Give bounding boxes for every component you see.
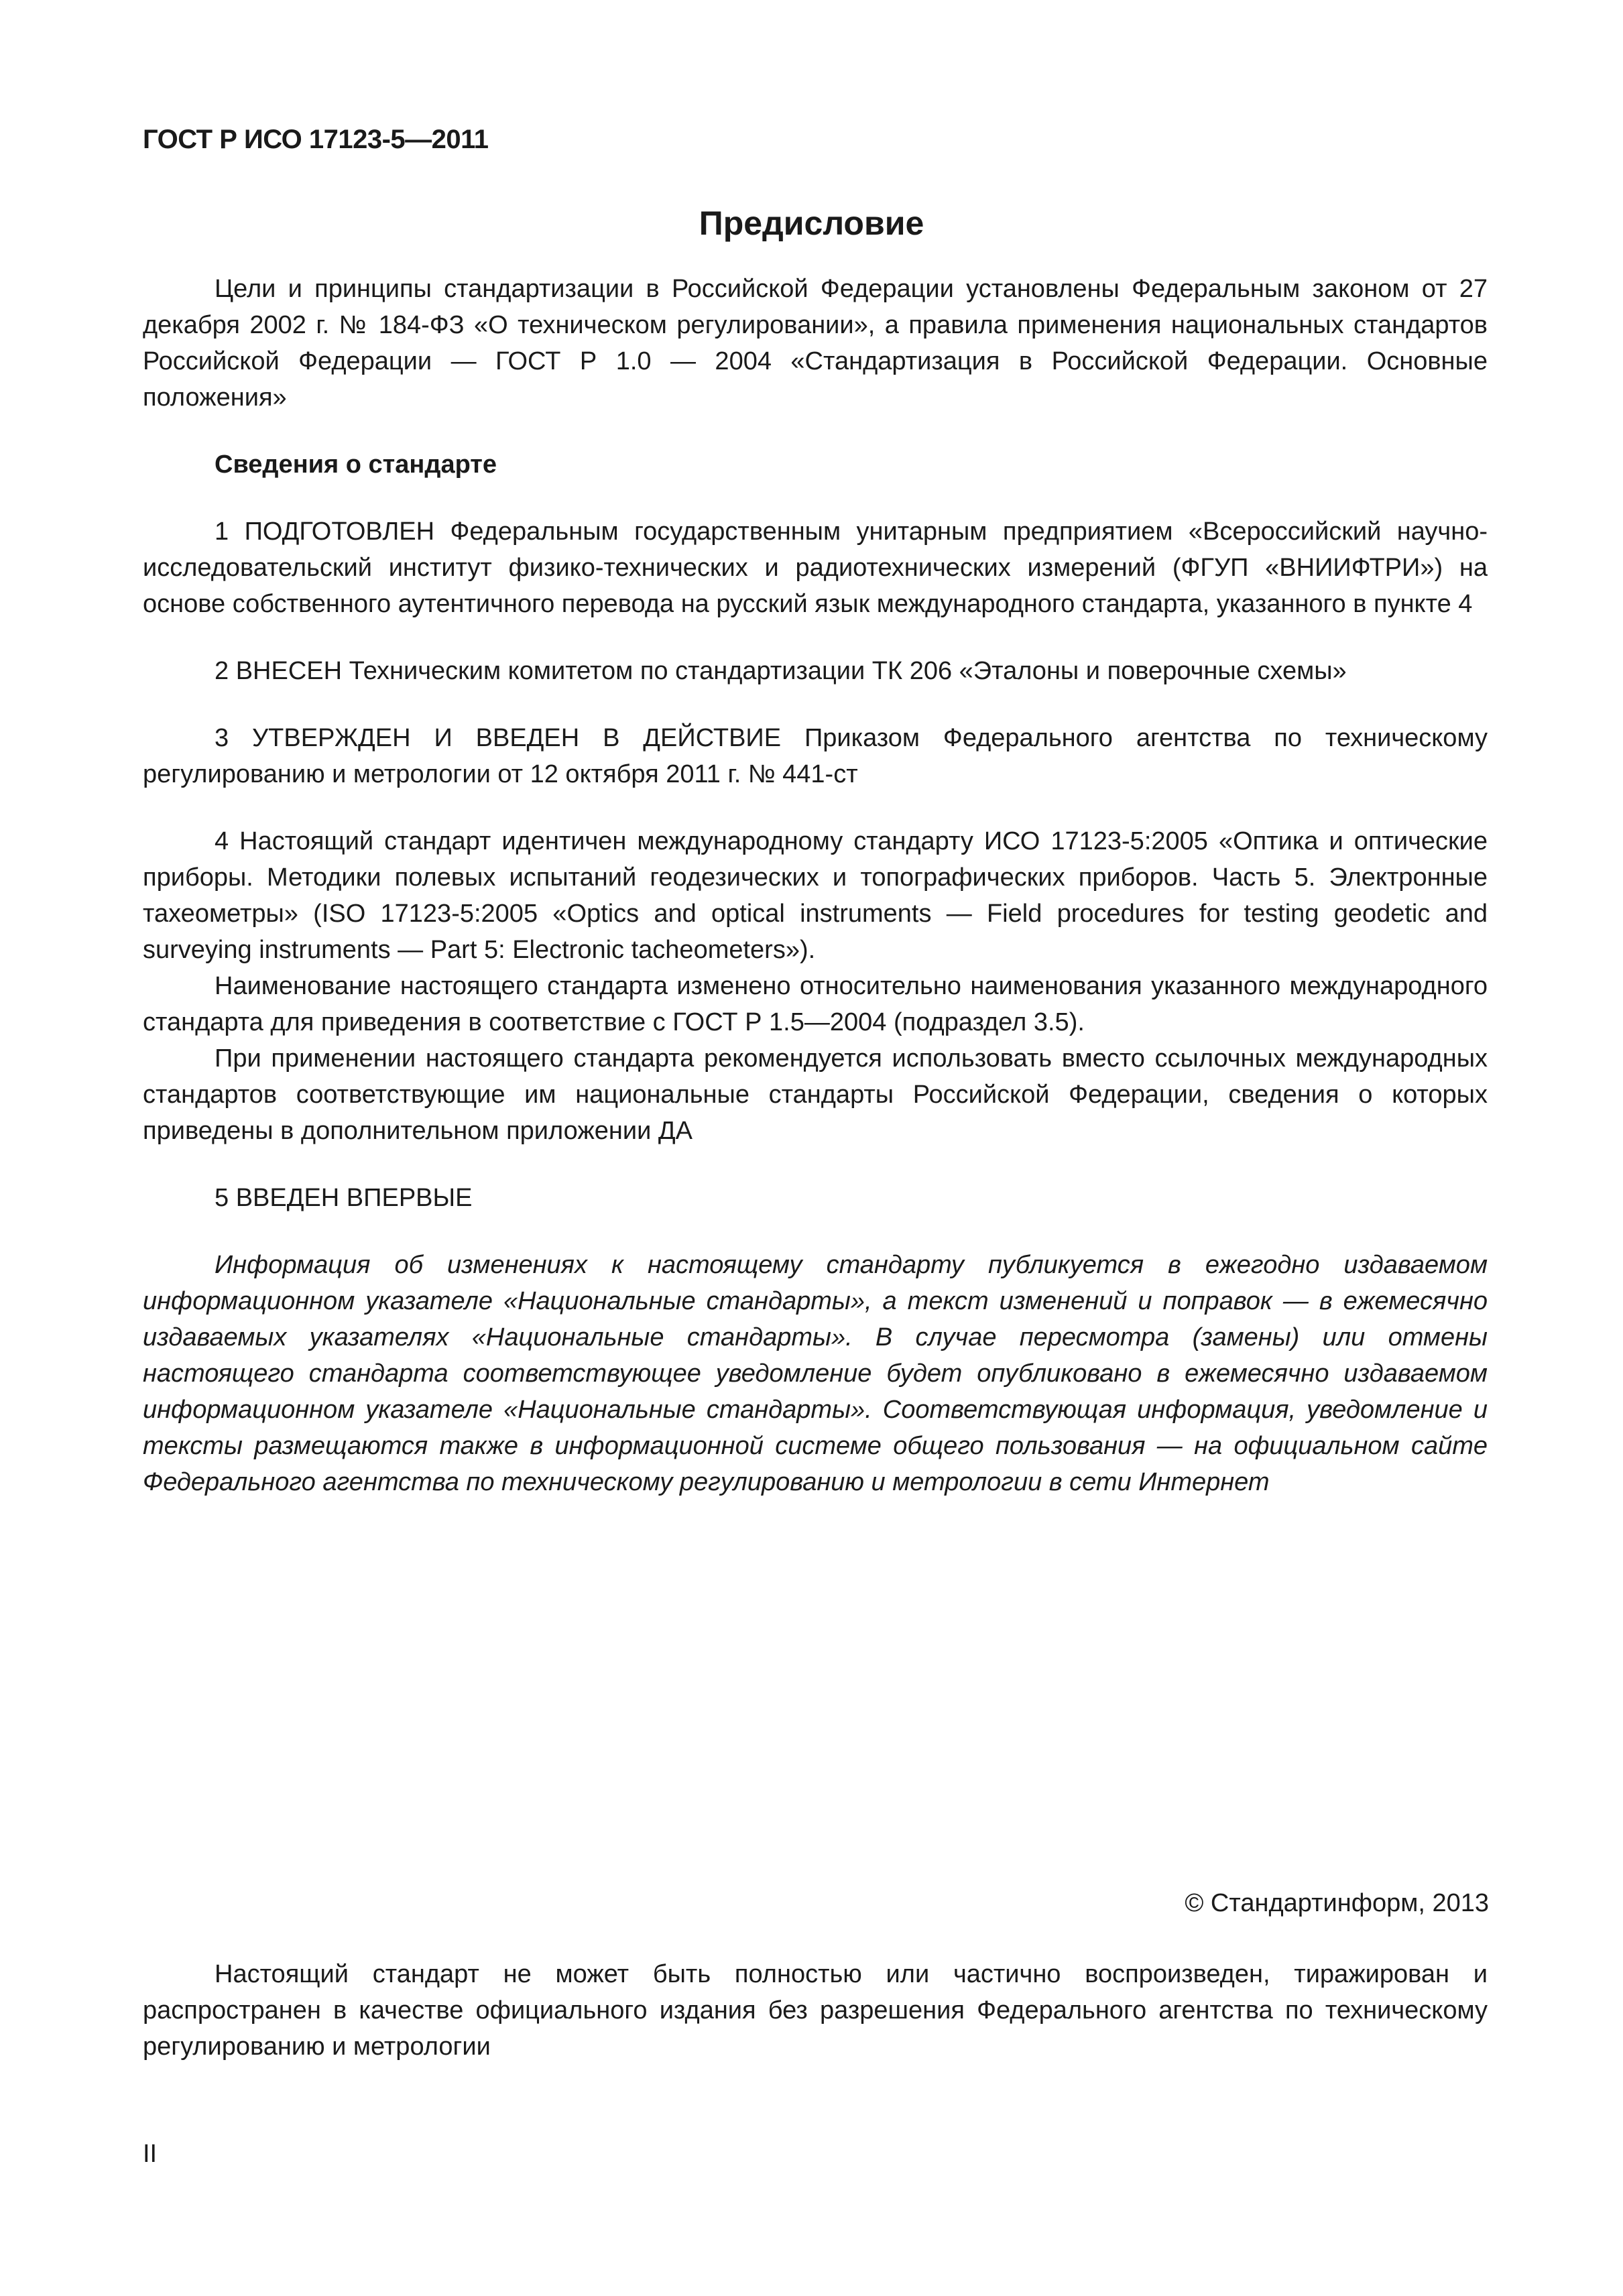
item-3: 3 УТВЕРЖДЕН И ВВЕДЕН В ДЕЙСТВИЕ Приказом Федерального агентства по техническому регулированию и метрологии от 12 октября 2011 г. № 441-ст (143, 724, 1488, 788)
item-2: 2 ВНЕСЕН Техническим комитетом по стандартизации ТК 206 «Эталоны и поверочные схемы» (215, 657, 1347, 685)
page-title: Предисловие (699, 204, 924, 242)
subheading: Сведения о стандарте (215, 450, 497, 479)
reproduction-notice (143, 1956, 1488, 2065)
item-4-usage-note: При применении настоящего стандарта рекомендуется использовать вместо ссылочных международных стандартов соответствующие им национальные стандарты Российской Федерации, сведения о которых приведены в дополнительном приложении ДА (143, 1044, 1488, 1145)
main-content (143, 271, 1488, 1500)
standard-code: ГОСТ Р ИСО 17123-5—2011 (143, 125, 489, 154)
item-4: 4 Настоящий стандарт идентичен международному стандарту ИСО 17123-5:2005 «Оптика и оптические приборы. Методики полевых испытаний геодезических и топографических приборов. Часть 5. Электронные тахеометры» (ISO 17123-5:2005 «Optics and optical instruments — Field procedures for testing geodetic and surveying instruments — Part 5: Electronic tacheometers»). (143, 827, 1488, 964)
item-4-name-note: Наименование настоящего стандарта изменено относительно наименования указанного международного стандарта для приведения в соответствие с ГОСТ Р 1.5—2004 (подраздел 3.5). (143, 972, 1488, 1036)
info-paragraph: Информация об изменениях к настоящему стандарту публикуется в ежегодно издаваемом информационном указателе «Национальные стандарты», а текст изменений и поправок — в ежемесячно издаваемых указателях «Национальные стандарты». В случае пересмотра (замены) или отмены настоящего стандарта соответствующее уведомление будет опубликовано в ежемесячно издаваемом информационном указателе «Национальные стандарты». Соответствующая информация, уведомление и тексты размещаются также в информационной системе общего пользования — на официальном сайте Федерального агентства по техническому регулированию и метрологии в сети Интернет (143, 1251, 1488, 1496)
item-1: 1 ПОДГОТОВЛЕН Федеральным государственным унитарным предприятием «Всероссийский научно-исследовательский институт физико-технических и радиотехнических измерений (ФГУП «ВНИИФТРИ») на основе собственного аутентичного перевода на русский язык международного стандарта, указанного в пункте 4 (143, 518, 1488, 618)
intro-paragraph: Цели и принципы стандартизации в Российской Федерации установлены Федеральным законом от 27 декабря 2002 г. № 184-ФЗ «О техническом регулировании», а правила применения национальных стандартов Российской Федерации — ГОСТ Р 1.0 — 2004 «Стандартизация в Российской Федерации. Основные положения» (143, 275, 1488, 412)
reproduction-text: Настоящий стандарт не может быть полностью или частично воспроизведен, тиражирован и распространен в качестве официального издания без разрешения Федерального агентства по техническому регулированию и метрологии (143, 1960, 1488, 2061)
copyright: © Стандартинформ, 2013 (1185, 1889, 1489, 1917)
page-number: II (143, 2140, 158, 2168)
item-5: 5 ВВЕДЕН ВПЕРВЫЕ (215, 1184, 473, 1212)
